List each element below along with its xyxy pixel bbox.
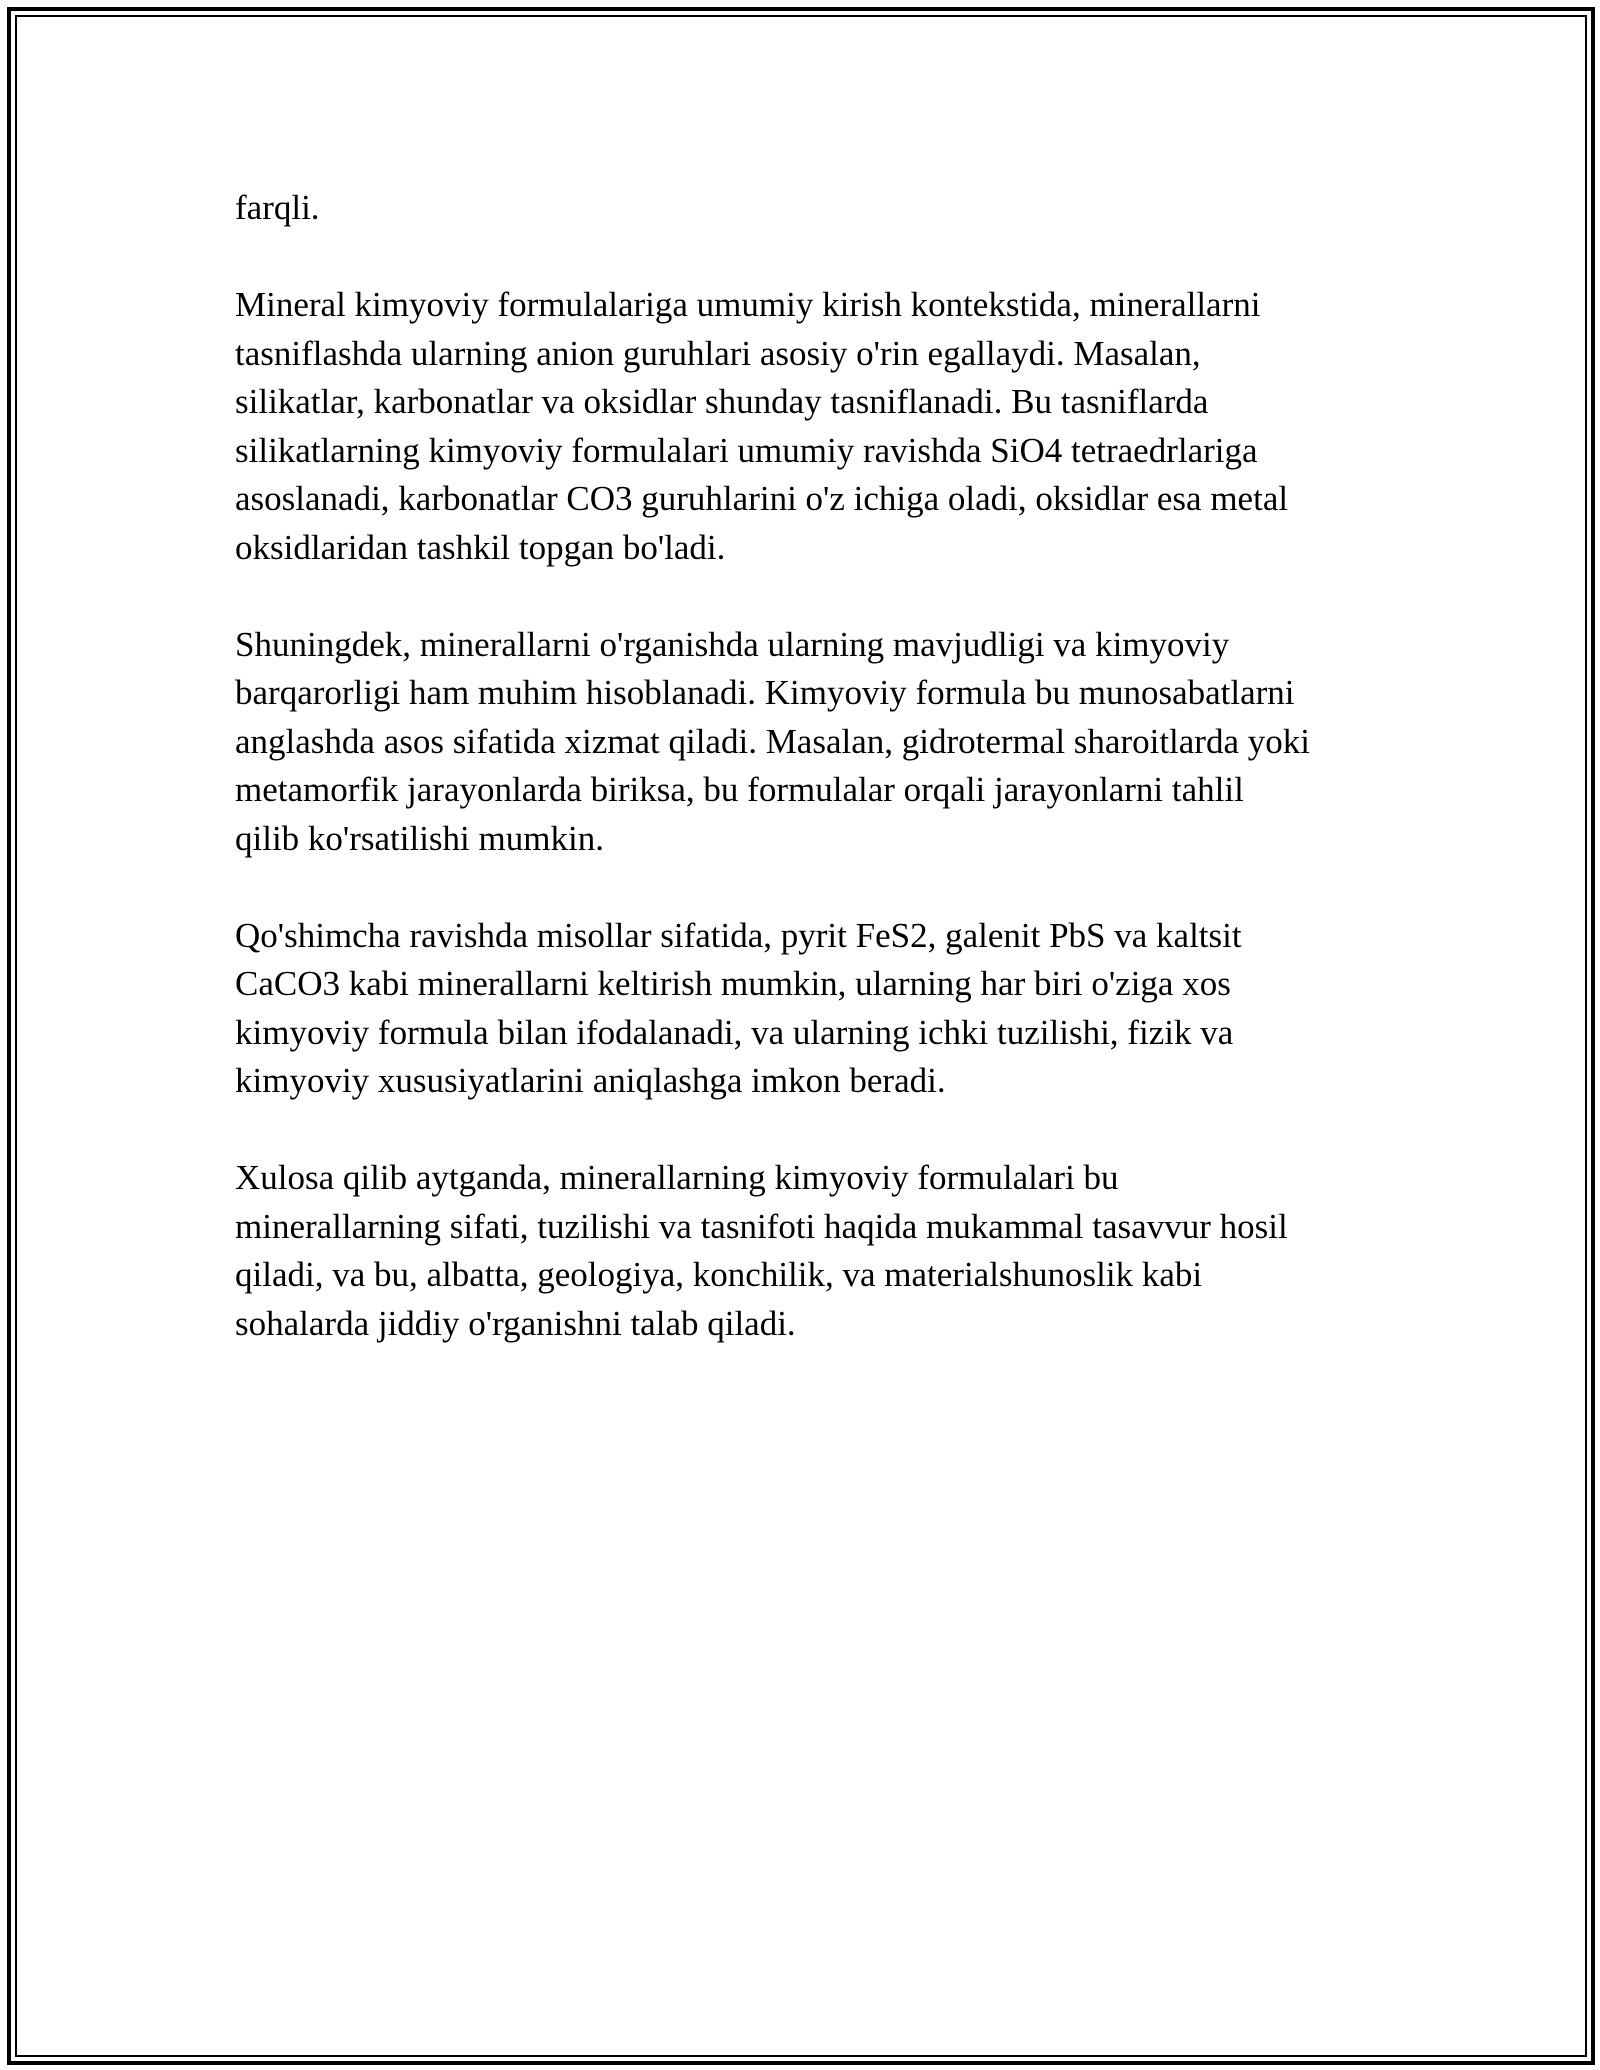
paragraph-examples: Qo'shimcha ravishda misollar sifatida, pyrit FeS2, galenit PbS va kaltsit CaCO3 kabi minerallarni keltirish mumkin, ularning har biri o'ziga xos kimyoviy formula bilan ifodalanadi, va ularning ichki tuzilishi, fizik va kimyoviy xususiyatlarini aniqlashga imkon beradi. xyxy=(235,915,1242,1100)
paragraph-continuation: farqli. xyxy=(235,188,320,227)
document-body xyxy=(235,184,1375,1397)
paragraph-anion-groups: Mineral kimyoviy formulalariga umumiy kirish kontekstida, minerallarni tasniflashda ularning anion guruhlari asosiy o'rin egallaydi. Masalan, silikatlar, karbonatlar va oksidlar shunday tasniflanadi. Bu tasniflarda silikatlarning kimyoviy formulalari umumiy ravishda SiO4 tetraedrlariga asoslanadi, karbonatlar CO3 guruhlarini o'z ichiga oladi, oksidlar esa metal oksidlaridan tashkil topgan bo'ladi. xyxy=(235,285,1289,567)
paragraph-stability: Shuningdek, minerallarni o'rganishda ularning mavjudligi va kimyoviy barqarorligi ham muhim hisoblanadi. Kimyoviy formula bu munosabatlarni anglashda asos sifatida xizmat qiladi. Masalan, gidrotermal sharoitlarda yoki metamorfik jarayonlarda biriksa, bu formulalar orqali jarayonlarni tahlil qilib ko'rsatilishi mumkin. xyxy=(235,624,1310,858)
paragraph-conclusion: Xulosa qilib aytganda, minerallarning kimyoviy formulalari bu minerallarning sifati, tuzilishi va tasnifoti haqida mukammal tasavvur hosil qiladi, va bu, albatta, geologiya, konchilik, va materialshunoslik kabi sohalarda jiddiy o'rganishni talab qiladi. xyxy=(235,1158,1288,1343)
